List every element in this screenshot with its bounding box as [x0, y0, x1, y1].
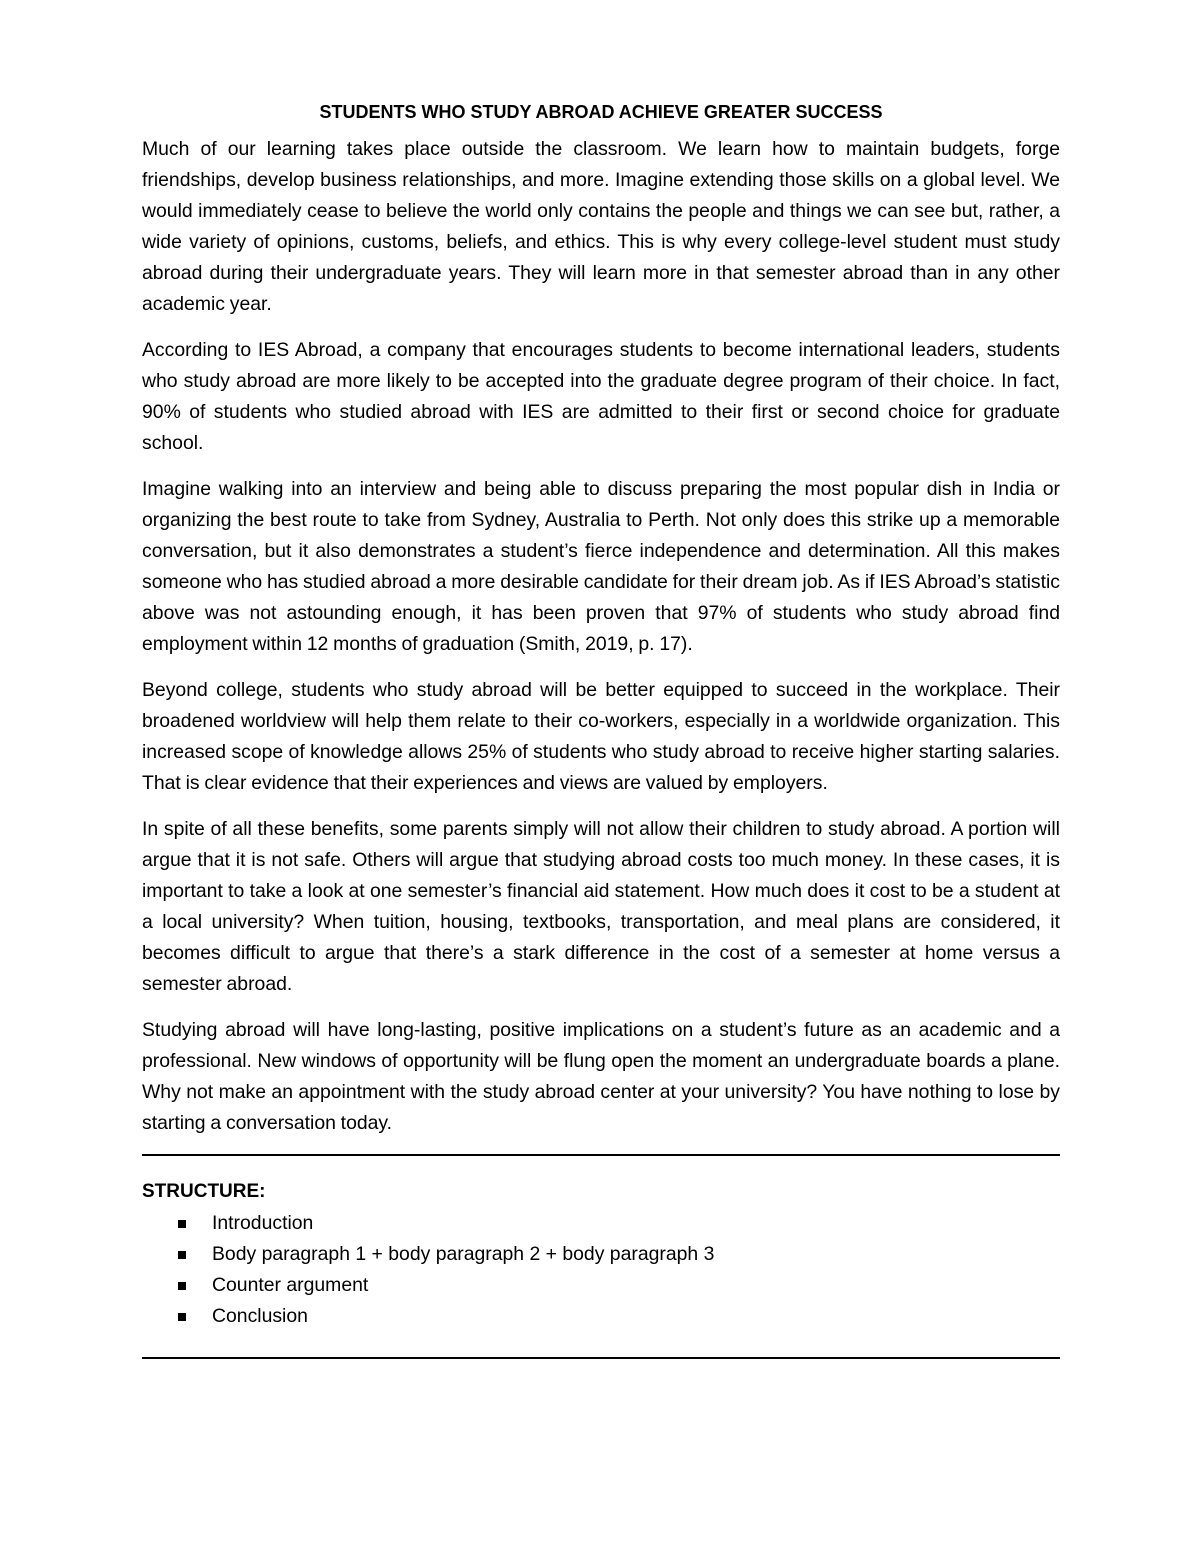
structure-item-label: Body paragraph 1 + body paragraph 2 + body paragraph 3: [212, 1243, 715, 1265]
paragraph-body-3: Beyond college, students who study abroad will be better equipped to succeed in the workplace. Their broadened worldview will help them relate to their co-workers, especially in a worldwide organization. This increased scope of knowledge allows 25% of students who study abroad to receive higher starting salaries. That is clear evidence that their experiences and views are valued by employers.: [142, 679, 1060, 794]
structure-heading: STRUCTURE:: [142, 1181, 266, 1202]
structure-item: [142, 1270, 1060, 1301]
paragraph-body-1: According to IES Abroad, a company that encourages students to become international leaders, students who study abroad are more likely to be accepted into the graduate degree program of their choice. In fact, 90% of students who studied abroad with IES are admitted to their first or second choice for graduate school.: [142, 339, 1060, 454]
structure-list: [142, 1208, 1060, 1332]
structure-item: [142, 1301, 1060, 1332]
square-bullet-icon: [178, 1313, 186, 1321]
divider-bottom: [142, 1357, 1060, 1359]
document-page: [142, 98, 1060, 1359]
structure-item-label: Counter argument: [212, 1274, 369, 1296]
structure-item: [142, 1208, 1060, 1239]
structure-item-label: Conclusion: [212, 1305, 308, 1327]
structure-item-label: Introduction: [212, 1212, 314, 1234]
square-bullet-icon: [178, 1282, 186, 1290]
divider-top: [142, 1154, 1060, 1156]
paragraph-conclusion: Studying abroad will have long-lasting, positive implications on a student’s future as an academic and a professional. New windows of opportunity will be flung open the moment an undergraduate boards a plane. Why not make an appointment with the study abroad center at your university? You have nothing to lose by starting a conversation today.: [142, 1019, 1060, 1134]
paragraph-counter-argument: In spite of all these benefits, some parents simply will not allow their children to study abroad. A portion will argue that it is not safe. Others will argue that studying abroad costs too much money. In these cases, it is important to take a look at one semester’s financial aid statement. How much does it cost to be a student at a local university? When tuition, housing, textbooks, transportation, and meal plans are considered, it becomes difficult to argue that there’s a stark difference in the cost of a semester at home versus a semester abroad.: [142, 818, 1060, 995]
square-bullet-icon: [178, 1220, 186, 1228]
paragraph-body-2: Imagine walking into an interview and being able to discuss preparing the most popular dish in India or organizing the best route to take from Sydney, Australia to Perth. Not only does this strike up a memorable conversation, but it also demonstrates a student’s fierce independence and determination. All this makes someone who has studied abroad a more desirable candidate for their dream job. As if IES Abroad’s statistic above was not astounding enough, it has been proven that 97% of students who study abroad find employment within 12 months of graduation (Smith, 2019, p. 17).: [142, 478, 1060, 655]
paragraph-introduction: Much of our learning takes place outside the classroom. We learn how to maintain budgets, forge friendships, develop business relationships, and more. Imagine extending those skills on a global level. We would immediately cease to believe the world only contains the people and things we can see but, rather, a wide variety of opinions, customs, beliefs, and ethics. This is why every college-level student must study abroad during their undergraduate years. They will learn more in that semester abroad than in any other academic year.: [142, 138, 1060, 315]
document-title: STUDENTS WHO STUDY ABROAD ACHIEVE GREATER SUCCESS: [319, 102, 883, 122]
structure-item: [142, 1239, 1060, 1270]
square-bullet-icon: [178, 1251, 186, 1259]
